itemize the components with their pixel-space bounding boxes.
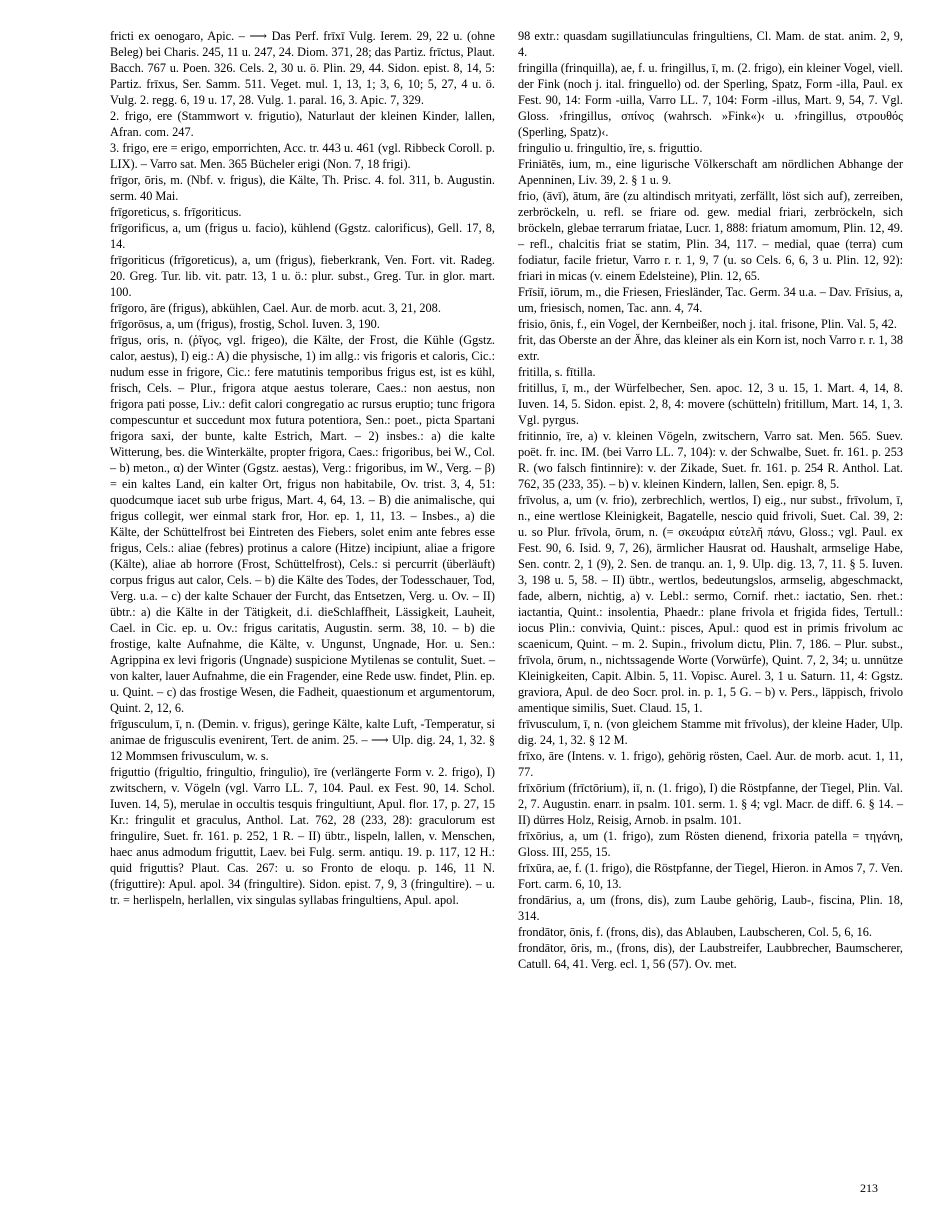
- dictionary-entry: frīxo, āre (Intens. v. 1. frigo), gehörig rösten, Cael. Aur. de morb. acut. 1, 11, 77.: [518, 749, 903, 779]
- dictionary-entry: frīgorificus, a, um (frigus u. facio), kühlend (Ggstz. calorificus), Gell. 17, 8, 14.: [110, 221, 495, 251]
- dictionary-entry: frīgor, ōris, m. (Nbf. v. frigus), die Kälte, Th. Prisc. 4. fol. 311, b. Augustin. serm. 40 Mai.: [110, 173, 495, 203]
- dictionary-entry: fritinnio, īre, a) v. kleinen Vögeln, zwitschern, Varro sat. Men. 565. Suev. poët. fr. inc. IM. (bei Varro LL. 7, 104): v. der Schwalbe, Suet. fr. 161. p. 253 R. (wo falsch fintinnire): v. der Zikade, Suet. fr. 161. p. 254 R. Anthol. Lat. 762, 35 (233, 35). – b) v. kleinen Kindern, lallen, Sen. epigr. 8, 5.: [518, 429, 903, 491]
- dictionary-entry: frīvusculum, ī, n. (von gleichem Stamme mit frīvolus), der kleine Hader, Ulp. dig. 24, 1, 32. § 12 M.: [518, 717, 903, 747]
- page-number: 213: [860, 1181, 878, 1195]
- left-column: [110, 28, 495, 908]
- dictionary-entry: frīvolus, a, um (v. frio), zerbrechlich, wertlos, I) eig., nur subst., frīvolum, ī, n., eine wertlose Kleinigkeit, Bagatelle, nescio quid frivoli, Suet. Cal. 39, 2: u. so Plur. frīvola, ōrum, n. (= σκευάρια εὐτελῆ πάνυ, Gloss.; vgl. Paul. ex Fest. 90, 6. Isid. 9, 7, 26), ärmlicher Hausrat od. Haushalt, armselige Habe, Sen. contr. 2, 1 (9), 2. Sen. de tranqu. an. 1, 9. Ulp. dig. 13, 7, 11. § 5. Iuven. 3, 198 u. 5, 58. – II) übtr., wertlos, bedeutungslos, armselig, abgeschmackt, fade, albern, nichtig, a) v. Lebl.: sermo, Cornif. rhet.: iactatio, Sen. rhet.: iactantia, Quint.: insolentia, Phaedr.: plane frivola et frigida fides, Tertull.: iocus Plin.: convivia, Quint.: pisces, Apul.: quod est in primis frivolum ac scaenicum, Quint. – m. 2. Supin., frivolum dictu, Plin. 7, 186. – Plur. subst., frīvola, ōrum, n., nichtssagende Worte (Vorwürfe), Quint. 7, 2, 34; u. unnütze Kleinigkeiten, Capit. Albin. 5, 11. Vopisc. Aurel. 3, 1 u. Saturn. 11, 4: Ggstz. graviora, Apul. de deo Socr. prol. in. p. 1, 5 G. – b) v. Pers., läppisch, frivolo amentique similis, Suet. Claud. 15, 1.: [518, 493, 903, 715]
- dictionary-entry: frondārius, a, um (frons, dis), zum Laube gehörig, Laub-, fiscina, Plin. 18, 314.: [518, 893, 903, 923]
- dictionary-entry: fricti ex oenogaro, Apic. – ⟶ Das Perf. frīxī Vulg. Ierem. 29, 22 u. (ohne Beleg) bei Charis. 245, 11 u. 247, 24. Diom. 371, 28; das Partiz. frīctus, Plaut. Bacch. 767 u. Poen. 326. Cels. 2, 30 u. ö. Plin. 29, 44. Sidon. epist. 8, 14, 5: Partiz. frīxus, Ser. Samm. 511. Veget. mul. 1, 13, 1; 3, 6, 10; 5, 27, 4 u. ö. Vulg. 2. regg. 6, 19 u. 17, 28. Vulg. 1. paral. 16, 3. Apic. 7, 329.: [110, 29, 495, 107]
- dictionary-entry: frīgus, oris, n. (ῥῖγος, vgl. frigeo), die Kälte, der Frost, die Kühle (Ggstz. calor, aestus), I) eig.: A) die physische, 1) im allg.: vis frigoris et caloris, Cic.: nudum esse in frigore, Cic.: fere matutinis temporibus frigus est, ist es kühl, frisch, Cels. – Plur., frigora atque aestus tolerare, Caes.: non aestus, non frigora pati posse, Liv.: defit calori congregatio ac rursus eruptio; tunc frigora compescuntur et succedunt mox futura potentiora, Sen.: poet., picta Spartani frigora saxi, der bunte, kalte Estrich, Mart. – 2) insbes.: a) die kalte Witterung, bes. die Winterkälte, propter frigora, Caes.: frigoribus, bei W., Col. – b) meton., α) der Winter (Ggstz. aestas), Verg.: frigoribus, im W., Verg. – β) = ein kaltes Land, ein kalter Ort, frigus non habitabile, Ov. trist. 3, 4, 51: quodcumque iacet sub urbe frigus, Mart. 4, 64, 13. – B) die animalische, qui frigus collegit, wer einmal stark fror, Hor. ep. 1, 11, 13. – Insbes., a) die Kälte, der Schüttelfrost bei Eintreten des Fiebers, solet enim ante febres esse frigus, Cels.: aliae (febres) protinus a calore (Hitze) incipiunt, aliae a frigore (Kälte), aliae ab horrore (Frost, Schüttelfrost), Cels.: si percurrit (überläuft) corpus frigus aut calor, Cels. – b) die Kälte des Todes, der Todesschauer, Tod, Verg. u.a. – c) der kalte Schauer der Furcht, das Entsetzen, Verg. u. Ov. – II) übtr.: a) die Kälte in der Tätigkeit, d.i. dieSchlaffheit, Lässigkeit, Lauheit, Cael. in Cic. ep. u. Ov.: frigus caritatis, Augustin. serm. 38, 10. – b) die frostige, kalte Aufnahme, die Kälte, v. Ungunst, Ungnade, Hor. u. Sen.: Agrippina ex levi frigoris (Ungnade) suspicione Mytilenas se contulit, Suet. – von kalter, lauer Aufnahme, die ein Fragender, eine Rede usw. findet, Plin. ep. u. Quint. – c) das frostige Wesen, die Fadheit, quaestionum et argumentorum, Quint. 2, 12, 6.: [110, 333, 495, 715]
- dictionary-entry: fringilla (frinquilla), ae, f. u. fringillus, ī, m. (2. frigo), ein kleiner Vogel, viell. der Fink (noch j. ital. fringuello) od. der Sperling, Spatz, Form -illa, Paul. ex Fest. 90, 14: Form -uilla, Varro LL. 7, 104: Form -illus, Mart. 9, 54, 7. Vgl. Gloss. ›fringillus, σπίνος (wahrsch. »Fink«)‹ u. ›fringillus, στρουθός (Sperling, Spatz)‹.: [518, 61, 903, 139]
- dictionary-entry: frondātor, ōnis, f. (frons, dis), das Ablauben, Laubscheren, Col. 5, 6, 16.: [518, 925, 872, 939]
- dictionary-entry: frisio, ōnis, f., ein Vogel, der Kernbeißer, noch j. ital. frisone, Plin. Val. 5, 42.: [518, 317, 897, 331]
- dictionary-entry: frīxūra, ae, f. (1. frigo), die Röstpfanne, der Tiegel, Hieron. in Amos 7, 7. Ven. Fort. carm. 6, 10, 13.: [518, 861, 903, 891]
- dictionary-entry: 3. frigo, ere = erigo, emporrichten, Acc. tr. 443 u. 461 (vgl. Ribbeck Coroll. p. LIX). – Varro sat. Men. 365 Bücheler erigi (Non. 7, 18 frigi).: [110, 141, 495, 171]
- dictionary-entry: frīgorōsus, a, um (frigus), frostig, Schol. Iuven. 3, 190.: [110, 317, 380, 331]
- dictionary-entry: frit, das Oberste an der Ähre, das kleiner als ein Korn ist, noch Varro r. r. 1, 38 extr.: [518, 333, 903, 363]
- dictionary-entry: frondātor, ōris, m., (frons, dis), der Laubstreifer, Laubbrecher, Baumscherer, Catull. 64, 41. Verg. ecl. 1, 56 (57). Ov. met.: [518, 941, 903, 971]
- dictionary-entry: frīxōrium (frīctōrium), iī, n. (1. frigo), I) die Röstpfanne, der Tiegel, Plin. Val. 2, 7. Augustin. enarr. in psalm. 101. serm. 1. § 4; vgl. Macr. de diff. 6. § 14. – II) dürres Holz, Reisig, Arnob. in psalm. 101.: [518, 781, 903, 827]
- dictionary-entry: fritillus, ī, m., der Würfelbecher, Sen. apoc. 12, 3 u. 15, 1. Mart. 4, 14, 8. Iuven. 14, 5. Sidon. epist. 2, 8, 4: movere (schütteln) fritillum, Mart. 14, 1, 3. Vgl. pyrgus.: [518, 381, 903, 427]
- dictionary-entry: frīgoriticus (frīgoreticus), a, um (frigus), fieberkrank, Ven. Fort. vit. Radeg. 20. Greg. Tur. lib. vit. patr. 13, 1 u. ö.: plur. subst., Greg. Tur. in glor. mart. 100.: [110, 253, 495, 299]
- dictionary-entry: frīgoreticus, s. frīgoriticus.: [110, 205, 242, 219]
- dictionary-entry: frio, (āvī), ātum, āre (zu altindisch mrityati, zerfällt, löst sich auf), zerreiben, zerbröckeln, u. refl. se friare od. gew. medial friari, zerbröckeln, sich bröckeln, glebae terrarum friatae, Lucr. 1, 888: friatum amomum, Plin. 12, 49. – refl., chalcitis friat se statim, Plin. 34, 117. – medial, quae (terra) cum fodiatur, facile frietur, Varro r. r. 1, 9, 7 (u. so Cels. 6, 6, 3 u. Plin. 12, 92): friari in micas (v. einem Edelsteine), Plin. 12, 65.: [518, 189, 903, 283]
- dictionary-entry: Friniātēs, ium, m., eine ligurische Völkerschaft am nördlichen Abhange der Apenninen, Liv. 39, 2. § 1 u. 9.: [518, 157, 903, 187]
- dictionary-entry: frīgusculum, ī, n. (Demin. v. frigus), geringe Kälte, kalte Luft, -Temperatur, si animae de frigusculis evenirent, Tert. de anim. 25. – ⟶ Ulp. dig. 24, 1, 32. § 12 Mommsen frivusculum, w. s.: [110, 717, 495, 763]
- dictionary-entry: 2. frigo, ere (Stammwort v. frigutio), Naturlaut der kleinen Kinder, lallen, Afran. com. 247.: [110, 109, 495, 139]
- dictionary-entry: frīgoro, āre (frigus), abkühlen, Cael. Aur. de morb. acut. 3, 21, 208.: [110, 301, 441, 315]
- dictionary-entry: frīxōrius, a, um (1. frigo), zum Rösten dienend, frixoria patella = τηγάνη, Gloss. III, 255, 15.: [518, 829, 903, 859]
- dictionary-entry: 98 extr.: quasdam sugillatiunculas fringultiens, Cl. Mam. de stat. anim. 2, 9, 4.: [518, 29, 903, 59]
- right-column: [518, 28, 903, 972]
- dictionary-entry: friguttio (frigultio, fringultio, fringulio), īre (verlängerte Form v. 2. frigo), I) zwitschern, v. Vögeln (vgl. Varro LL. 7, 104. Paul. ex Fest. 90, 14. Schol. Iuven. 14, 5), merulae in occultis tesquis fringultiunt, Apul. flor. 17, p. 27, 15 Kr.: fringulit et graculus, Anthol. Lat. 762, 28 (233, 28): graculorum est fringulire, Suet. fr. 161. p. 252, 1 R. – II) übtr., lispeln, lallen, v. Menschen, haec anus admodum friguttit, Laev. bei Fulg. serm. antiqu. 19. p. 117, 12 H.: quid friguttis? Plaut. Cas. 267: u. so Fronto de eloqu. p. 146, 11 N. (friguttire): Apul. apol. 34 (fringultire). Sidon. epist. 7, 9, 3 (fringultire). – u. tr. = herlispeln, herlallen, vix singulas syllabas fringultiens, Apul. apol.: [110, 765, 495, 907]
- dictionary-entry: Frīsiī, iōrum, m., die Friesen, Friesländer, Tac. Germ. 34 u.a. – Dav. Frīsius, a, um, friesisch, nomen, Tac. ann. 4, 74.: [518, 285, 903, 315]
- dictionary-entry: fritilla, s. fītilla.: [518, 365, 596, 379]
- dictionary-entry: fringulio u. fringultio, īre, s. friguttio.: [518, 141, 703, 155]
